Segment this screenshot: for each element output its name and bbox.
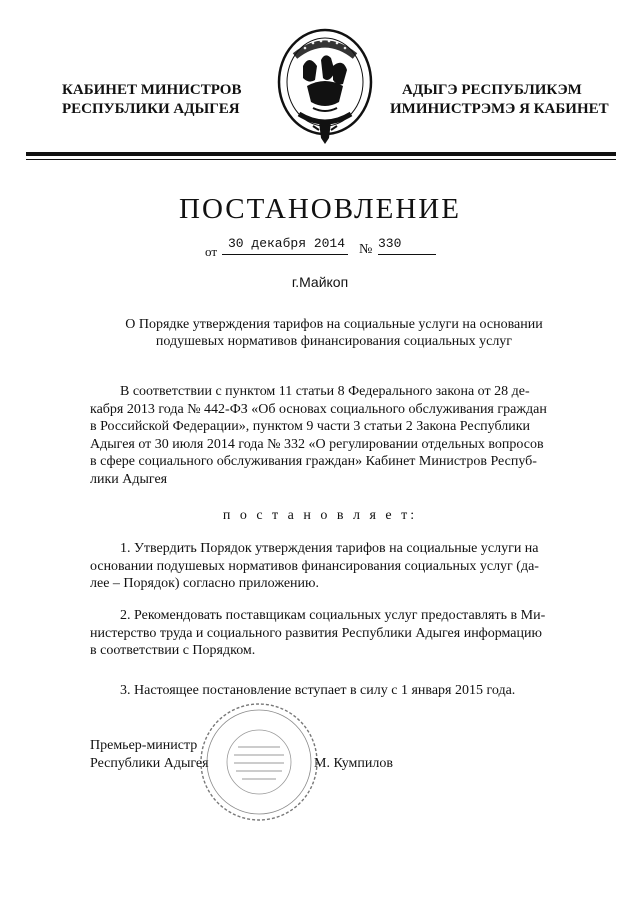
coat-of-arms-icon xyxy=(273,26,377,148)
date-prefix: от xyxy=(205,244,218,259)
preamble-line: в сфере социального обслуживания граждан» Кабинет Министров Респуб- xyxy=(90,454,537,469)
document-subject xyxy=(60,316,608,350)
item-line: нистерство труда и социального развития Республики Адыгея информацию xyxy=(90,625,542,641)
preamble-line: лики Адыгея xyxy=(90,471,168,487)
preamble-line: Адыгея от 30 июля 2014 года № 332 «О регулировании отдельных вопросов xyxy=(90,436,544,452)
document-number: 330 xyxy=(378,236,436,255)
item-line: основании подушевых нормативов финансирования социальных услуг (да- xyxy=(90,558,539,574)
item-line: лее – Порядок) согласно приложению. xyxy=(90,576,319,591)
preamble xyxy=(90,383,576,488)
header-left-line2: РЕСПУБЛИКИ АДЫГЕЯ xyxy=(62,101,240,117)
header-right-line2: ИМИНИСТРЭМЭ Я КАБИНЕТ xyxy=(390,101,609,117)
item-line: 3. Настоящее постановление вступает в силу с 1 января 2015 года. xyxy=(120,683,516,698)
header-rule-thick xyxy=(26,152,616,156)
header-left xyxy=(62,81,252,119)
resolution-item-3 xyxy=(90,682,576,700)
signer-position-line: Республики Адыгея xyxy=(90,756,209,771)
item-line: 2. Рекомендовать поставщикам социальных услуг предоставлять в Ми- xyxy=(120,608,546,623)
subject-line: О Порядке утверждения тарифов на социальные услуги на основании xyxy=(125,317,543,332)
header-left-line1: КАБИНЕТ МИНИСТРОВ xyxy=(62,82,242,98)
header-right-line1: АДЫГЭ РЕСПУБЛИКЭМ xyxy=(402,82,582,98)
preamble-line: в Российской Федерации», пунктом 9 части 3 статьи 2 Закона Республики xyxy=(90,419,531,434)
resolution-item-1 xyxy=(90,540,576,593)
resolves-heading: п о с т а н о в л я е т: xyxy=(222,508,418,523)
number-prefix: № xyxy=(359,242,373,257)
item-line: в соответствии с Порядком. xyxy=(90,643,256,658)
official-seal-icon xyxy=(194,697,324,827)
signer-position xyxy=(90,737,209,773)
document-title: ПОСТАНОВЛЕНИЕ xyxy=(179,193,461,225)
item-line: 1. Утвердить Порядок утверждения тарифов на социальные услуги на xyxy=(120,541,539,556)
subject-line: подушевых нормативов финансирования социальных услуг xyxy=(155,334,513,349)
signer-position-line: Премьер-министр xyxy=(90,738,198,753)
resolution-item-2 xyxy=(90,607,576,660)
city: г.Майкоп xyxy=(291,274,349,290)
date-value: 30 декабря 2014 xyxy=(222,236,348,255)
preamble-line: В соответствии с пунктом 11 статьи 8 Федерального закона от 28 де- xyxy=(120,384,530,399)
header-right xyxy=(390,81,612,119)
signer-name: М. Кумпилов xyxy=(314,756,393,771)
preamble-line: кабря 2013 года № 442-ФЗ «Об основах социального обслуживания граждан xyxy=(90,401,547,417)
header-rule-thin xyxy=(26,159,616,160)
